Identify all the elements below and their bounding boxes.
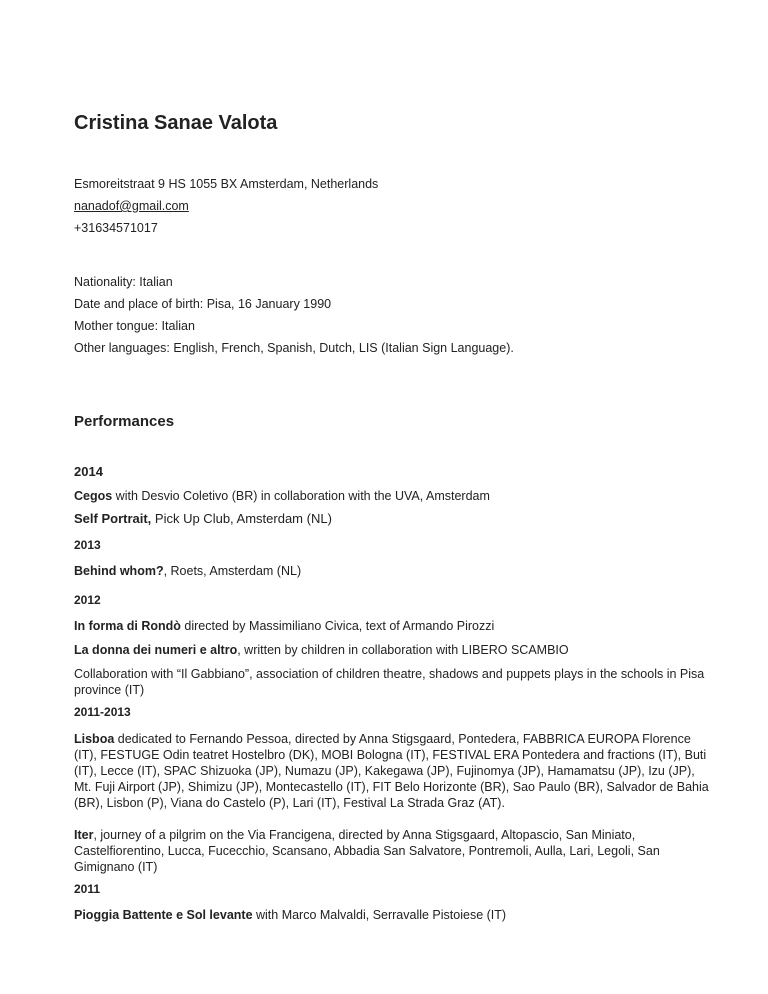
phone: +31634571017 [74,221,158,235]
performance-details: , Roets, Amsterdam (NL) [163,564,302,578]
performance-title: Cegos [74,489,113,503]
performance-entry [74,642,714,658]
performances-heading: Performances [74,413,175,430]
performance-details: Pick Up Club, Amsterdam (NL) [151,511,332,526]
performance-entry [74,563,714,579]
performance-entry [74,907,714,923]
performance-details: , written by children in collaboration with LIBERO SCAMBIO [237,643,569,657]
year-2014: 2014 [74,464,103,479]
performance-title: Pioggia Battente e Sol levante [74,908,253,922]
other-languages: Other languages: English, French, Spanish, Dutch, LIS (Italian Sign Language). [74,341,514,355]
performance-details: with Marco Malvaldi, Serravalle Pistoiese (IT) [252,908,507,922]
performance-entry [74,731,714,811]
address: Esmoreitstraat 9 HS 1055 BX Amsterdam, Netherlands [74,177,379,191]
performance-details: directed by Massimiliano Civica, text of Armando Pirozzi [180,619,495,633]
performance-entry [74,511,714,527]
performance-title: Iter [74,828,94,842]
year-2011: 2011 [74,882,101,896]
performance-entry [74,488,714,504]
performance-title: Lisboa [74,732,115,746]
performance-title: Self Portrait, [74,511,152,526]
performance-entry [74,827,714,875]
performance-entry [74,618,714,634]
year-2011-2013: 2011-2013 [74,705,131,719]
nationality: Nationality: Italian [74,275,173,289]
performance-title: La donna dei numeri e altro [74,643,238,657]
performance-title: In forma di Rondò [74,619,181,633]
performance-details: dedicated to Fernando Pessoa, directed by Anna Stigsgaard, Pontedera, FABBRICA EUROPA Florence (IT), FESTUGE Odin teatret Hostelbro (DK), MOBI Bologna (IT), FESTIVAL ERA Pontedera and fractions (IT), Buti (IT), Lecce (IT), SPAC Shizuoka (JP), Numazu (JP), Kakegawa (JP), Fujinomya (JP), Hamamatsu (JP), Izu (JP), Mt. Fuji Airport (JP), Shimizu (JP), Montecastello (IT), FIT Belo Horizonte (BR), Sao Paulo (BR), Salvador de Bahia (BR), Lisbon (P), Viana do Castelo (P), Lari (IT), Festival La Strada Graz (AT). [74,732,709,810]
mother-tongue: Mother tongue: Italian [74,319,195,333]
performance-details: with Desvio Coletivo (BR) in collaboration with the UVA, Amsterdam [112,489,490,503]
cv-name: Cristina Sanae Valota [74,112,278,134]
year-2012: 2012 [74,593,101,607]
performance-entry: Collaboration with “Il Gabbiano”, association of children theatre, shadows and puppets plays in the schools in Pisa province (IT) [74,667,705,697]
email-link[interactable]: nanadof@gmail.com [74,199,189,213]
year-2013: 2013 [74,538,101,552]
birth-info: Date and place of birth: Pisa, 16 January 1990 [74,297,332,311]
performance-details: , journey of a pilgrim on the Via Francigena, directed by Anna Stigsgaard, Altopascio, San Miniato, Castelfiorentino, Lucca, Fucecchio, Scansano, Abbadia San Salvatore, Pontremoli, Aulla, Lari, Legoli, San Gimignano (IT) [74,828,660,874]
performance-title: Behind whom? [74,564,164,578]
